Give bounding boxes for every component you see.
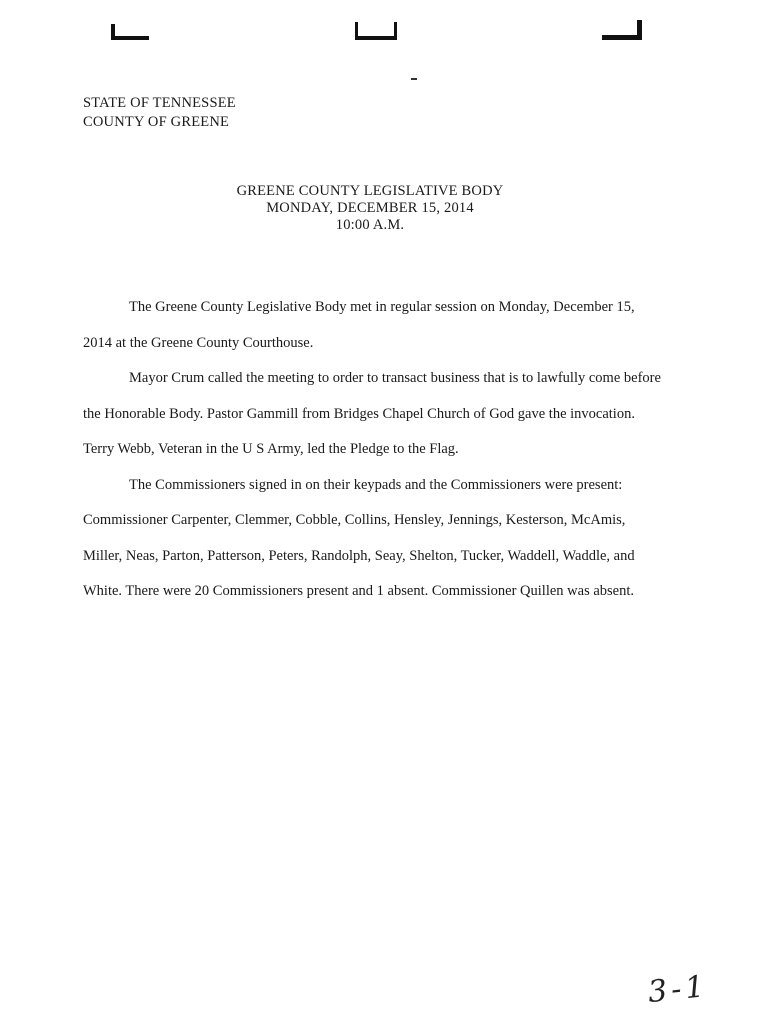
binder-mark-left [111, 24, 149, 40]
minutes-body [83, 290, 663, 610]
paragraph-roll-call: The Commissioners signed in on their keypads and the Commissioners were present: Commissioner Carpenter, Clemmer, Cobble, Collins, Hensley, Jennings, Kesterson, McAmis, Miller, Neas, Parton, Patterson, Peters, Randolph, Seay, Shelton, Tucker, Waddell, Waddle, and White. There were 20 Commissioners present and 1 absent. Commissioner Quillen was absent. [83, 476, 635, 599]
paragraph-call-to-order: Mayor Crum called the meeting to order to transact business that is to lawfully come before the Honorable Body. Pastor Gammill from Bridges Chapel Church of God gave the invocation. Terry Webb, Veteran in the U S Army, led the Pledge to the Flag. [83, 370, 661, 457]
state-line: STATE OF TENNESSEE [83, 95, 236, 111]
binder-mark-center [355, 22, 397, 40]
paragraph-session: The Greene County Legislative Body met in regular session on Monday, December 15, 2014 at the Greene County Courthouse. [83, 299, 635, 351]
meeting-heading [0, 183, 740, 234]
binder-mark-right [602, 20, 642, 40]
heading-time: 10:00 A.M. [335, 217, 405, 233]
handwritten-page-number: 3-1 [646, 968, 710, 1011]
scan-speck [411, 78, 417, 80]
county-line: COUNTY OF GREENE [83, 114, 230, 130]
heading-date: MONDAY, DECEMBER 15, 2014 [266, 200, 474, 216]
state-county-block [83, 94, 236, 132]
heading-body-name: GREENE COUNTY LEGISLATIVE BODY [236, 183, 504, 199]
